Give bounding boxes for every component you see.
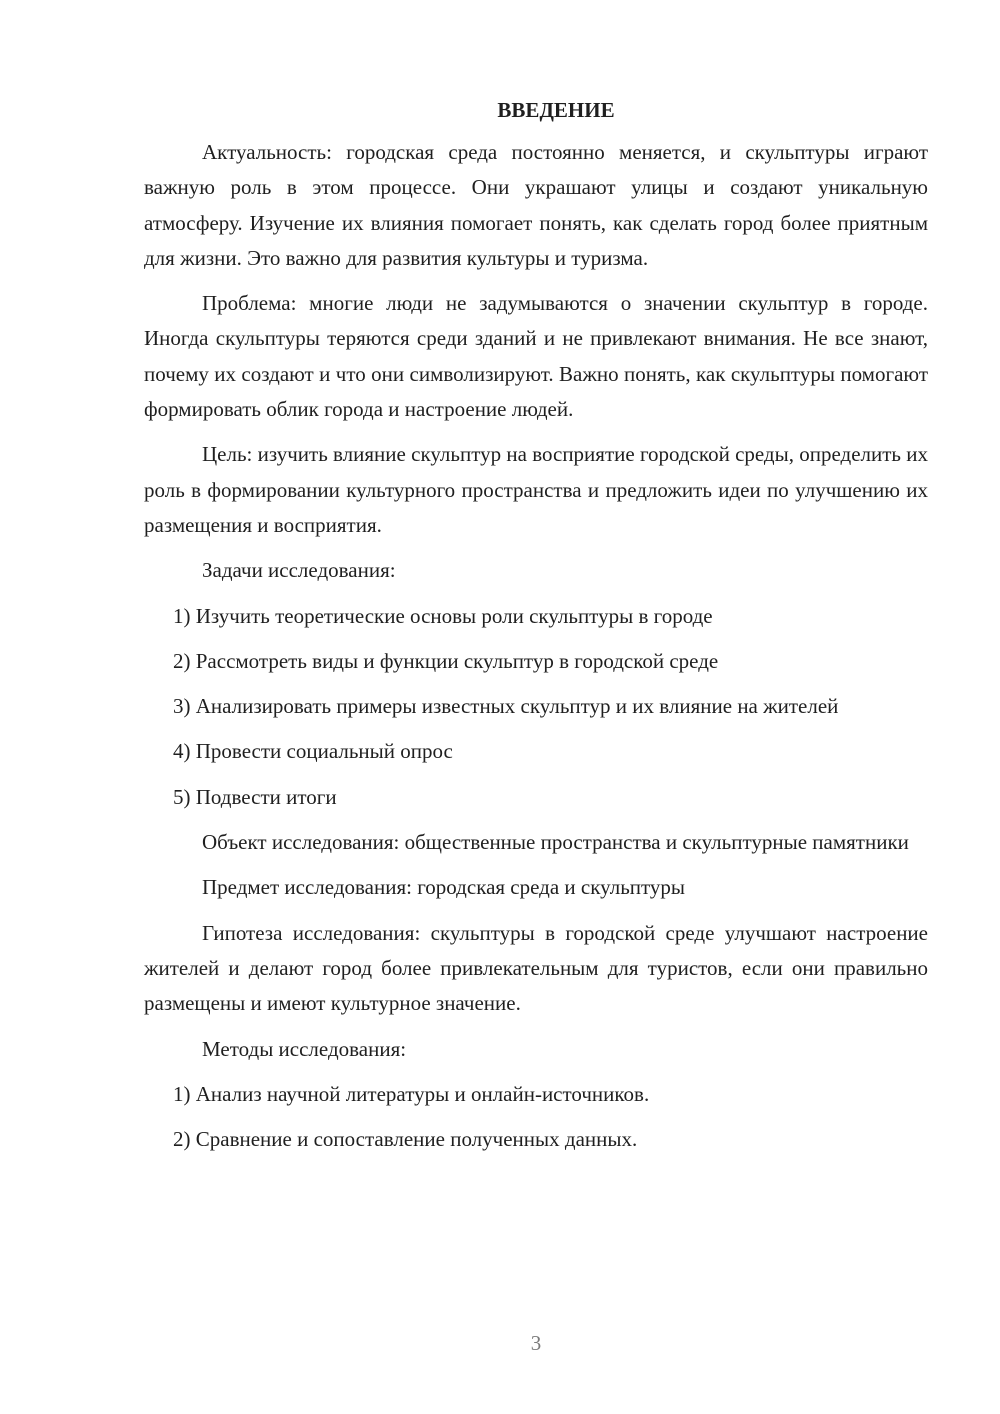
problem-paragraph: Проблема: многие люди не задумываются о значении скульптур в городе. Иногда скульптуры теряются среди зданий и не привлекают внимания. Не все знают, почему их создают и что они символизируют. Важно понять, как скульптуры помогают формировать облик города и настроение людей. [144, 291, 928, 422]
method-item: 2) Сравнение и сопоставление полученных данных. [173, 1127, 638, 1152]
page-content [144, 93, 928, 1167]
page-title: ВВЕДЕНИЕ [497, 98, 615, 122]
relevance-paragraph: Актуальность: городская среда постоянно меняется, и скульптуры играют важную роль в этом процессе. Они украшают улицы и создают уникальную атмосферу. Изучение их влияния помогает понять, как сделать город более приятным для жизни. Это важно для развития культуры и туризма. [144, 140, 928, 270]
tasks-heading: Задачи исследования: [202, 558, 396, 583]
task-item: 4) Провести социальный опрос [173, 739, 453, 764]
methods-heading: Методы исследования: [202, 1036, 407, 1061]
method-item: 1) Анализ научной литературы и онлайн-источников. [173, 1081, 650, 1106]
hypothesis-paragraph: Гипотеза исследования: скульптуры в городской среде улучшают настроение жителей и делают город более привлекательным для туристов, если они правильно размещены и имеют культурное значение. [144, 920, 928, 1016]
object-paragraph: Объект исследования: общественные пространства и скульптурные памятники [202, 830, 909, 855]
page-number: 3 [530, 1331, 542, 1355]
goal-paragraph: Цель: изучить влияние скульптур на восприятие городской среды, определить их роль в формировании культурного пространства и предложить идеи по улучшению их размещения и восприятия. [144, 442, 928, 537]
task-item: 1) Изучить теоретические основы роли скульптуры в городе [173, 603, 713, 628]
subject-paragraph: Предмет исследования: городская среда и скульптуры [202, 875, 686, 900]
task-item: 2) Рассмотреть виды и функции скульптур в городской среде [173, 648, 719, 673]
task-item: 5) Подвести итоги [173, 784, 337, 809]
task-item: 3) Анализировать примеры известных скульптур и их влияние на жителей [173, 694, 839, 719]
